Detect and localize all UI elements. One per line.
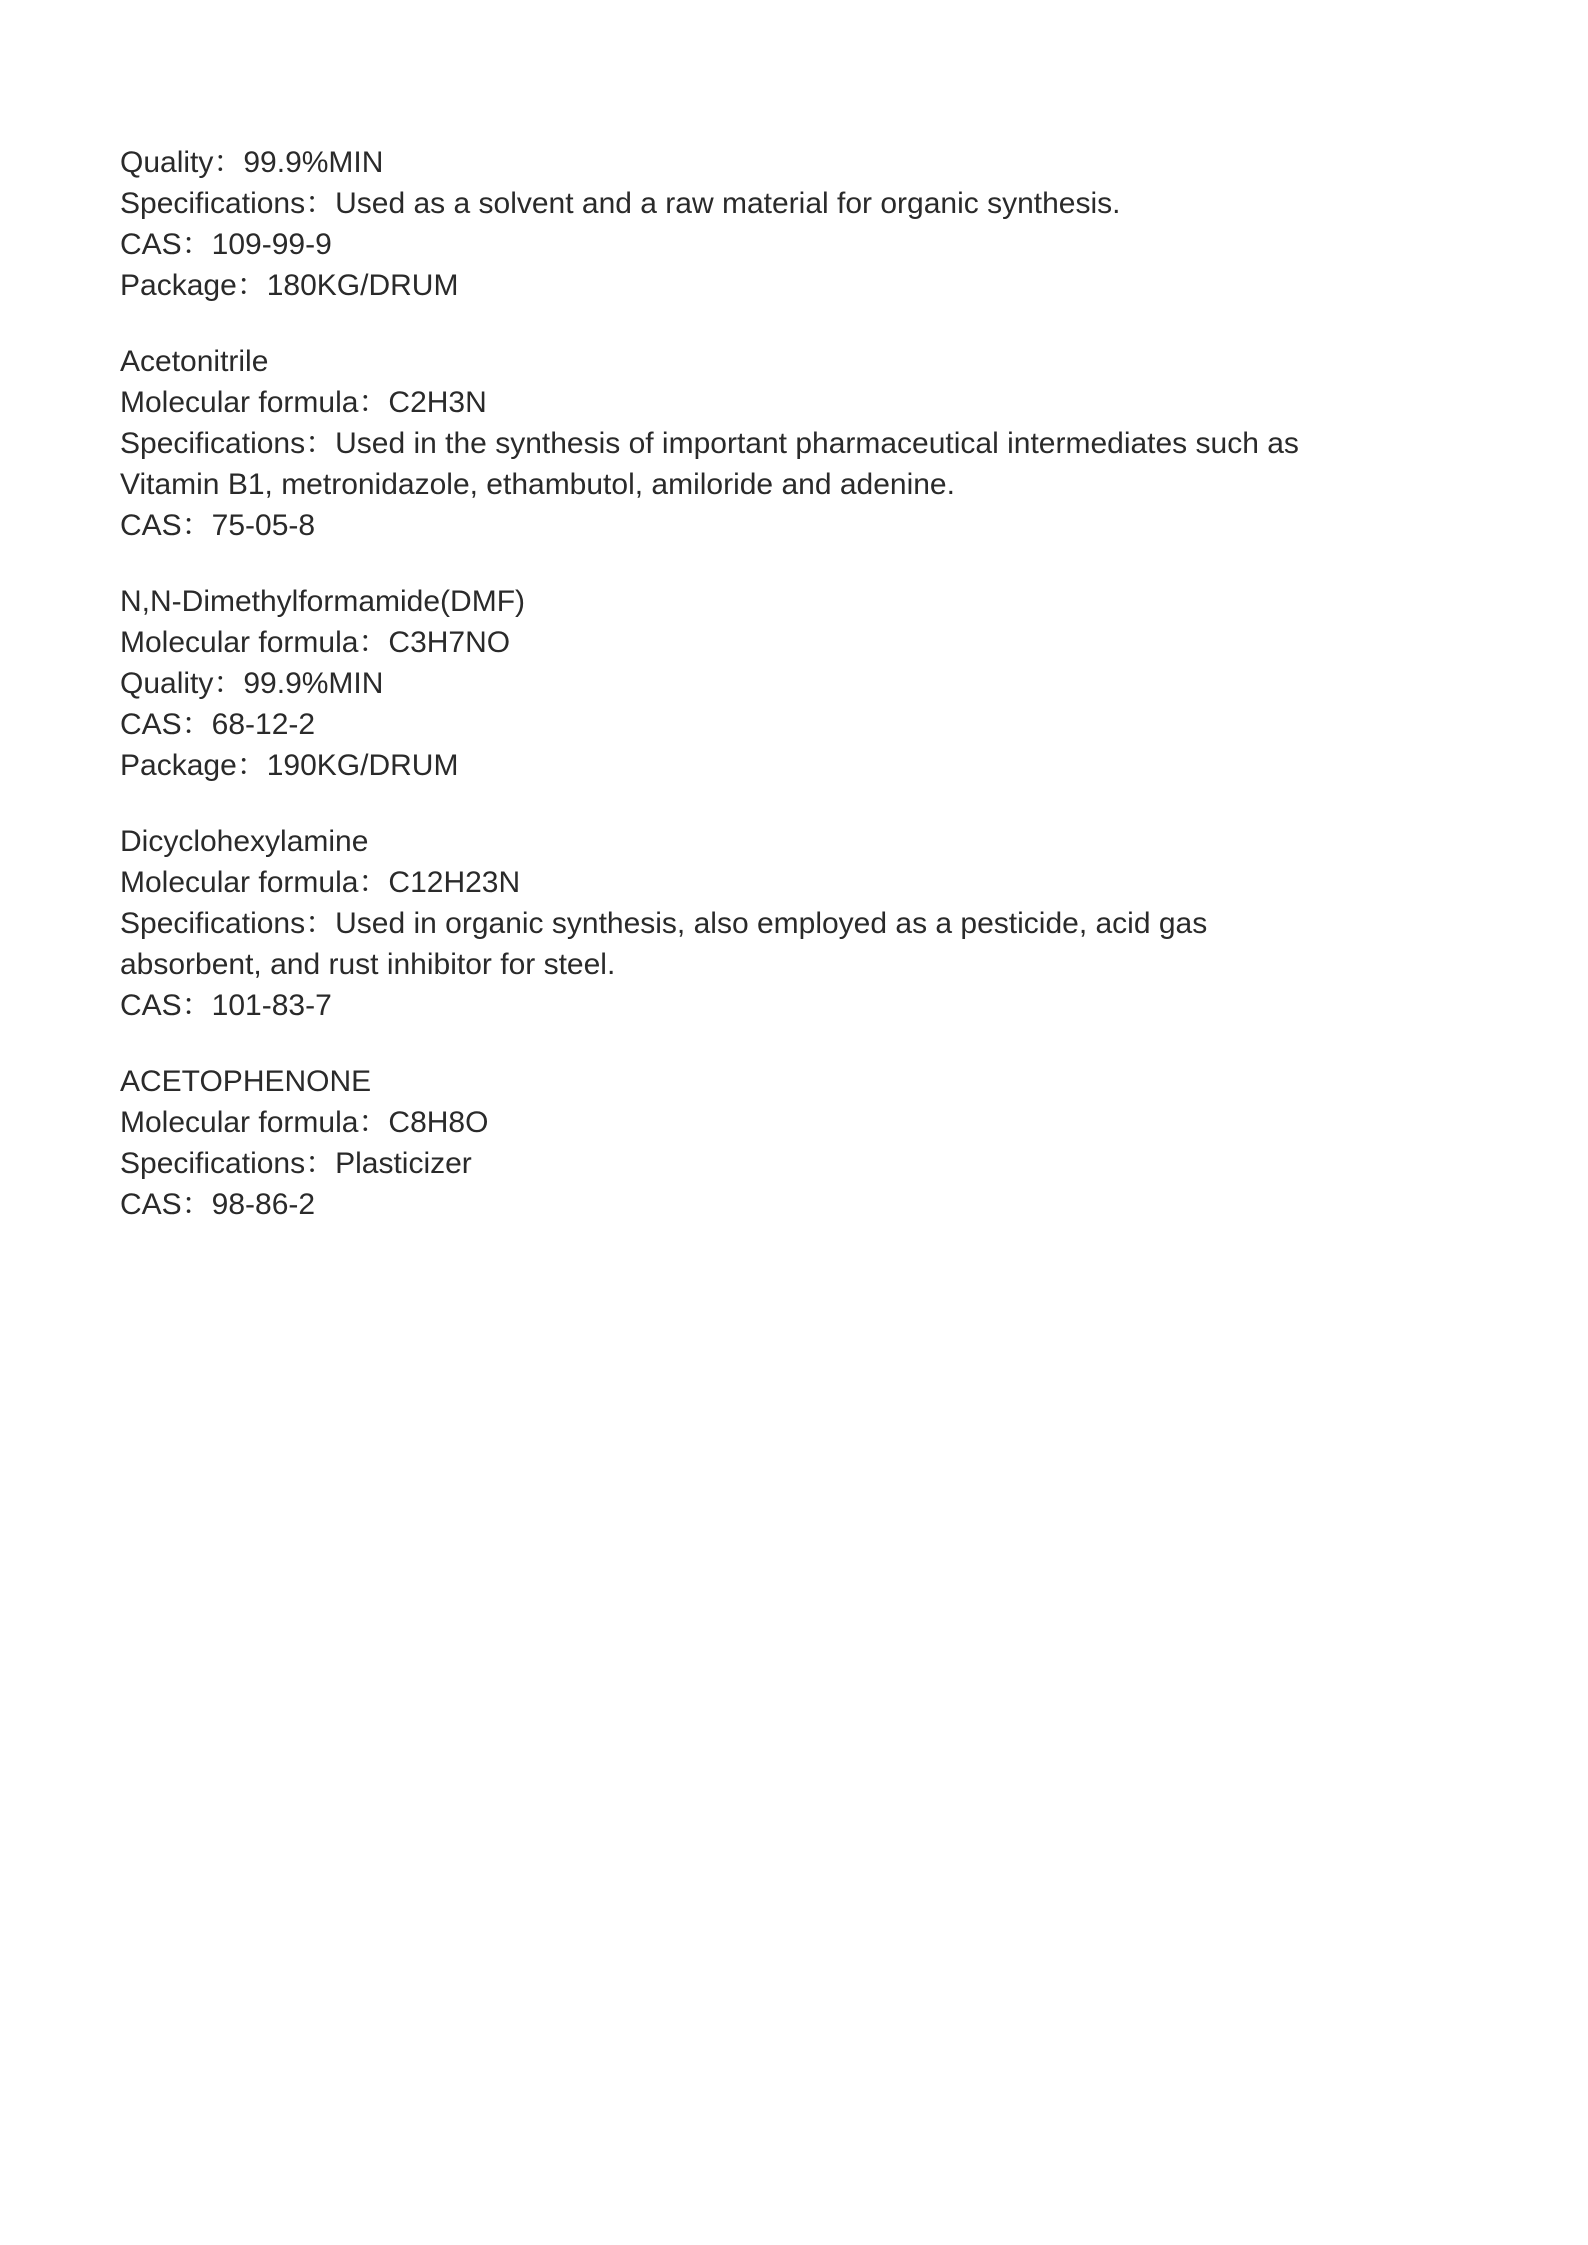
document-content	[120, 142, 1380, 1260]
specifications-line: Specifications：Used in organic synthesis, also employed as a pesticide, acid gas absorbent, and rust inhibitor for steel.	[120, 907, 1208, 981]
cas-line: CAS：109-99-9	[120, 228, 332, 261]
product-name: N,N-Dimethylformamide(DMF)	[120, 585, 526, 618]
molecular-formula-line: Molecular formula：C2H3N	[120, 386, 487, 419]
quality-line: Quality：99.9%MIN	[120, 667, 384, 700]
cas-line: CAS：75-05-8	[120, 509, 316, 542]
product-name: Dicyclohexylamine	[120, 825, 369, 858]
product-block-dicyclohexylamine	[120, 821, 1380, 1026]
product-block-dmf	[120, 581, 1380, 786]
molecular-formula-line: Molecular formula：C12H23N	[120, 866, 521, 899]
specifications-line: Specifications：Used as a solvent and a raw material for organic synthesis.	[120, 187, 1121, 220]
cas-line: CAS：68-12-2	[120, 708, 316, 741]
product-block-continued	[120, 142, 1380, 306]
product-name: ACETOPHENONE	[120, 1065, 372, 1098]
cas-line: CAS：98-86-2	[120, 1188, 316, 1221]
product-block-acetophenone	[120, 1061, 1380, 1225]
molecular-formula-line: Molecular formula：C8H8O	[120, 1106, 489, 1139]
product-block-acetonitrile	[120, 341, 1380, 546]
cas-line: CAS：101-83-7	[120, 989, 332, 1022]
specifications-line: Specifications：Used in the synthesis of important pharmaceutical intermediates such as Vitamin B1, metronidazole, ethambutol, amiloride and adenine.	[120, 427, 1299, 501]
product-name: Acetonitrile	[120, 345, 269, 378]
specifications-line: Specifications：Plasticizer	[120, 1147, 472, 1180]
quality-line: Quality：99.9%MIN	[120, 146, 384, 179]
package-line: Package：190KG/DRUM	[120, 749, 459, 782]
package-line: Package：180KG/DRUM	[120, 269, 459, 302]
molecular-formula-line: Molecular formula：C3H7NO	[120, 626, 511, 659]
